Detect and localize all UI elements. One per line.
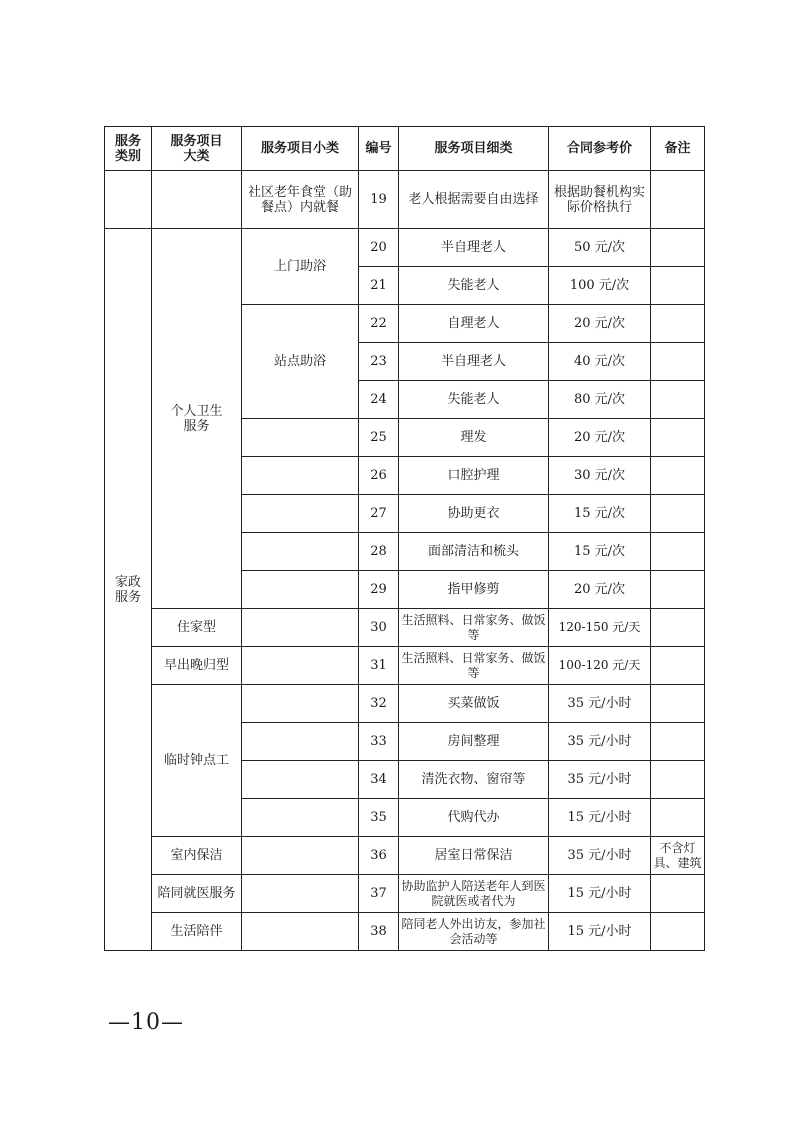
cell-remark <box>651 875 705 913</box>
cell-empty <box>242 723 359 761</box>
cell-number: 19 <box>359 171 399 229</box>
cell-price: 20 元/次 <box>549 571 651 609</box>
cell-number: 32 <box>359 685 399 723</box>
cell-detail: 面部清洁和梳头 <box>399 533 549 571</box>
cell-price: 40 元/次 <box>549 343 651 381</box>
cell-detail: 居室日常保洁 <box>399 837 549 875</box>
cell-number: 34 <box>359 761 399 799</box>
cell-number: 27 <box>359 495 399 533</box>
cell-detail: 生活照料、日常家务、做饭等 <box>399 609 549 647</box>
cell-price: 15 元/小时 <box>549 875 651 913</box>
cell-detail: 房间整理 <box>399 723 549 761</box>
cell-detail: 生活照料、日常家务、做饭等 <box>399 647 549 685</box>
cell-number: 20 <box>359 229 399 267</box>
cell-detail: 代购代办 <box>399 799 549 837</box>
cell-detail: 老人根据需要自由选择 <box>399 171 549 229</box>
header-price: 合同参考价 <box>549 127 651 171</box>
cell-number: 25 <box>359 419 399 457</box>
cell-empty <box>242 913 359 951</box>
table-row <box>105 913 705 951</box>
cell-remark <box>651 419 705 457</box>
table-row <box>105 609 705 647</box>
table-row <box>105 647 705 685</box>
cell-empty <box>242 609 359 647</box>
cell-number: 37 <box>359 875 399 913</box>
cell-major: 陪同就医服务 <box>152 875 242 913</box>
cell-remark <box>651 381 705 419</box>
cell-price: 80 元/次 <box>549 381 651 419</box>
cell-remark <box>651 913 705 951</box>
cell-number: 22 <box>359 305 399 343</box>
cell-number: 28 <box>359 533 399 571</box>
cell-price: 35 元/小时 <box>549 685 651 723</box>
cell-category: 家政 服务 <box>105 229 152 951</box>
cell-number: 36 <box>359 837 399 875</box>
cell-empty <box>242 685 359 723</box>
header-remark: 备注 <box>651 127 705 171</box>
cell-remark: 不含灯具、建筑 <box>651 837 705 875</box>
table-row <box>105 875 705 913</box>
cell-detail: 指甲修剪 <box>399 571 549 609</box>
header-number: 编号 <box>359 127 399 171</box>
cell-detail: 半自理老人 <box>399 343 549 381</box>
cell-detail: 清洗衣物、窗帘等 <box>399 761 549 799</box>
header-row <box>105 127 705 171</box>
cell-major: 临时钟点工 <box>152 685 242 837</box>
cell-price: 20 元/次 <box>549 419 651 457</box>
cell-empty <box>242 647 359 685</box>
cell-remark <box>651 495 705 533</box>
cell-price: 120-150 元/天 <box>549 609 651 647</box>
cell-minor: 站点助浴 <box>242 305 359 419</box>
cell-empty <box>242 419 359 457</box>
cell-empty <box>242 837 359 875</box>
cell-price: 100-120 元/天 <box>549 647 651 685</box>
cell-empty <box>242 799 359 837</box>
cell-remark <box>651 647 705 685</box>
cell-major: 早出晚归型 <box>152 647 242 685</box>
cell-detail: 买菜做饭 <box>399 685 549 723</box>
cell-price: 15 元/小时 <box>549 913 651 951</box>
cell-price: 100 元/次 <box>549 267 651 305</box>
table-row <box>105 837 705 875</box>
cell-number: 29 <box>359 571 399 609</box>
cell-minor: 上门助浴 <box>242 229 359 305</box>
cell-price: 35 元/小时 <box>549 723 651 761</box>
cell-major: 住家型 <box>152 609 242 647</box>
cell-remark <box>651 305 705 343</box>
service-price-table <box>104 126 705 951</box>
cell-remark <box>651 267 705 305</box>
cell-number: 21 <box>359 267 399 305</box>
cell-number: 35 <box>359 799 399 837</box>
cell-empty <box>242 571 359 609</box>
header-category: 服务 类别 <box>105 127 152 171</box>
header-major: 服务项目 大类 <box>152 127 242 171</box>
cell-detail: 陪同老人外出访友，参加社会活动等 <box>399 913 549 951</box>
cell-remark <box>651 343 705 381</box>
cell-empty <box>152 171 242 229</box>
cell-detail: 自理老人 <box>399 305 549 343</box>
cell-price: 根据助餐机构实际价格执行 <box>549 171 651 229</box>
cell-detail: 失能老人 <box>399 381 549 419</box>
cell-number: 38 <box>359 913 399 951</box>
cell-remark <box>651 171 705 229</box>
cell-remark <box>651 229 705 267</box>
cell-price: 15 元/小时 <box>549 799 651 837</box>
cell-empty <box>105 171 152 229</box>
cell-major: 室内保洁 <box>152 837 242 875</box>
cell-empty <box>242 533 359 571</box>
cell-detail: 协助监护人陪送老年人到医院就医或者代为 <box>399 875 549 913</box>
cell-remark <box>651 609 705 647</box>
cell-remark <box>651 799 705 837</box>
cell-price: 35 元/小时 <box>549 837 651 875</box>
cell-minor: 社区老年食堂（助餐点）内就餐 <box>242 171 359 229</box>
cell-remark <box>651 533 705 571</box>
cell-detail: 协助更衣 <box>399 495 549 533</box>
cell-remark <box>651 723 705 761</box>
cell-detail: 失能老人 <box>399 267 549 305</box>
header-minor: 服务项目小类 <box>242 127 359 171</box>
page-number: —10— <box>108 1010 184 1035</box>
cell-price: 35 元/小时 <box>549 761 651 799</box>
cell-number: 24 <box>359 381 399 419</box>
cell-price: 30 元/次 <box>549 457 651 495</box>
cell-detail: 口腔护理 <box>399 457 549 495</box>
cell-number: 30 <box>359 609 399 647</box>
cell-empty <box>242 761 359 799</box>
table-row <box>105 171 705 229</box>
cell-remark <box>651 457 705 495</box>
cell-number: 33 <box>359 723 399 761</box>
cell-major: 个人卫生 服务 <box>152 229 242 609</box>
cell-empty <box>242 495 359 533</box>
cell-price: 15 元/次 <box>549 495 651 533</box>
cell-remark <box>651 571 705 609</box>
cell-number: 31 <box>359 647 399 685</box>
cell-detail: 理发 <box>399 419 549 457</box>
table-row <box>105 685 705 723</box>
cell-detail: 半自理老人 <box>399 229 549 267</box>
cell-number: 26 <box>359 457 399 495</box>
cell-major: 生活陪伴 <box>152 913 242 951</box>
cell-price: 50 元/次 <box>549 229 651 267</box>
cell-empty <box>242 875 359 913</box>
cell-remark <box>651 685 705 723</box>
cell-number: 23 <box>359 343 399 381</box>
cell-empty <box>242 457 359 495</box>
header-detail: 服务项目细类 <box>399 127 549 171</box>
table-row <box>105 229 705 267</box>
cell-price: 20 元/次 <box>549 305 651 343</box>
cell-price: 15 元/次 <box>549 533 651 571</box>
cell-remark <box>651 761 705 799</box>
